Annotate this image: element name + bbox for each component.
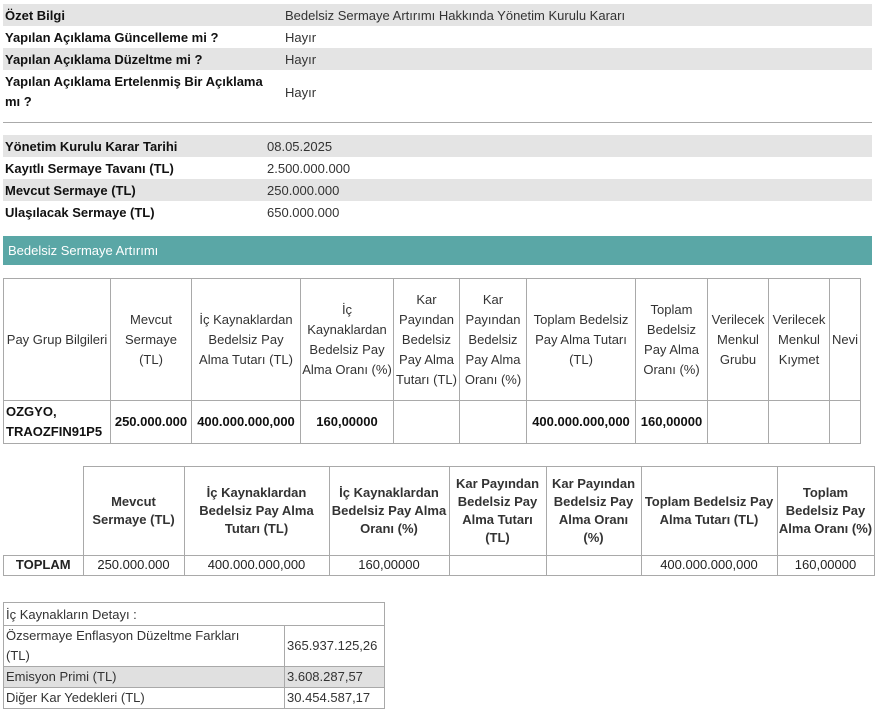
details-value: 250.000.000 — [265, 179, 872, 201]
table-cell — [830, 401, 861, 444]
source-value: 3.608.287,57 — [285, 667, 385, 688]
summary-label: Yapılan Açıklama Ertelenmiş Bir Açıklama mı ? — [5, 74, 263, 109]
source-label: Diğer Kar Yedekleri (TL) — [4, 688, 285, 709]
table-header-row — [4, 467, 875, 556]
column-header: Verilecek Menkul Grubu — [708, 279, 769, 401]
table-cell: 400.000.000,000 — [641, 555, 777, 575]
divider — [3, 122, 872, 123]
details-row — [3, 157, 872, 179]
column-header: İç Kaynaklardan Bedelsiz Pay Alma Oranı (%) — [329, 467, 449, 556]
table-cell: 250.000.000 — [83, 555, 184, 575]
summary-value: Bedelsiz Sermaye Artırımı Hakkında Yönetim Kurulu Kararı — [283, 4, 872, 26]
table-row — [4, 667, 385, 688]
summary-table — [3, 4, 872, 114]
table-caption: İç Kaynakların Detayı : — [4, 603, 385, 626]
details-value: 08.05.2025 — [265, 135, 872, 157]
column-header: Pay Grup Bilgileri — [4, 279, 111, 401]
table-cell — [546, 555, 641, 575]
details-row — [3, 179, 872, 201]
summary-row — [3, 26, 872, 48]
empty-corner — [4, 467, 84, 556]
pay-group-table — [3, 278, 861, 444]
summary-label: Yapılan Açıklama Düzeltme mi ? — [3, 48, 283, 70]
column-header: Nevi — [830, 279, 861, 401]
column-header: Kar Payından Bedelsiz Pay Alma Tutarı (TL) — [449, 467, 546, 556]
summary-value: Hayır — [285, 84, 317, 100]
column-header: Toplam Bedelsiz Pay Alma Tutarı (TL) — [641, 467, 777, 556]
internal-sources-table — [3, 602, 385, 709]
details-label: Mevcut Sermaye (TL) — [3, 179, 265, 201]
table-cell: 160,00000 — [329, 555, 449, 575]
details-row — [3, 135, 872, 157]
table-cell — [449, 555, 546, 575]
column-header: İç Kaynaklardan Bedelsiz Pay Alma Tutarı (TL) — [192, 279, 301, 401]
summary-row — [3, 70, 872, 114]
details-row — [3, 201, 872, 223]
column-header: Toplam Bedelsiz Pay Alma Oranı (%) — [636, 279, 708, 401]
section-header: Bedelsiz Sermaye Artırımı — [3, 236, 872, 265]
source-label: Emisyon Primi (TL) — [4, 667, 285, 688]
total-table — [3, 466, 875, 576]
column-header: Verilecek Menkul Kıymet — [769, 279, 830, 401]
column-header: Kar Payından Bedelsiz Pay Alma Oranı (%) — [460, 279, 527, 401]
table-cell — [769, 401, 830, 444]
summary-label: Özet Bilgi — [3, 4, 283, 26]
details-table — [3, 135, 872, 223]
table-row — [4, 688, 385, 709]
source-value: 365.937.125,26 — [285, 626, 385, 667]
total-label: TOPLAM — [4, 555, 84, 575]
column-header: Kar Payından Bedelsiz Pay Alma Oranı (%) — [546, 467, 641, 556]
details-value: 2.500.000.000 — [267, 160, 351, 176]
column-header: İç Kaynaklardan Bedelsiz Pay Alma Tutarı (TL) — [184, 467, 329, 556]
table-cell: 400.000.000,000 — [184, 555, 329, 575]
table-cell: 400.000.000,000 — [192, 401, 301, 444]
column-header: Toplam Bedelsiz Pay Alma Oranı (%) — [777, 467, 874, 556]
table-header-row — [4, 279, 861, 401]
column-header: İç Kaynaklardan Bedelsiz Pay Alma Oranı (%) — [301, 279, 394, 401]
summary-value: Hayır — [283, 48, 872, 70]
table-cell: 160,00000 — [777, 555, 874, 575]
column-header: Toplam Bedelsiz Pay Alma Tutarı (TL) — [527, 279, 636, 401]
table-cell — [394, 401, 460, 444]
table-cell — [708, 401, 769, 444]
table-cell: OZGYO, TRAOZFIN91P5 — [4, 401, 111, 444]
table-row — [4, 401, 861, 444]
caption-row — [4, 603, 385, 626]
table-row — [4, 626, 385, 667]
summary-value: Hayır — [285, 29, 317, 45]
summary-row — [3, 4, 872, 26]
table-cell: 160,00000 — [301, 401, 394, 444]
details-label: Ulaşılacak Sermaye (TL) — [5, 204, 155, 220]
details-label: Kayıtlı Sermaye Tavanı (TL) — [5, 160, 174, 176]
table-cell — [460, 401, 527, 444]
details-label: Yönetim Kurulu Karar Tarihi — [3, 135, 265, 157]
column-header: Kar Payından Bedelsiz Pay Alma Tutarı (TL) — [394, 279, 460, 401]
source-value: 30.454.587,17 — [285, 688, 385, 709]
summary-label: Yapılan Açıklama Güncelleme mi ? — [5, 29, 219, 45]
details-value: 650.000.000 — [267, 204, 340, 220]
table-row — [4, 555, 875, 575]
table-cell: 400.000.000,000 — [527, 401, 636, 444]
table-cell: 160,00000 — [636, 401, 708, 444]
summary-row — [3, 48, 872, 70]
column-header: Mevcut Sermaye (TL) — [83, 467, 184, 556]
source-label: Özsermaye Enflasyon Düzeltme Farkları (TL) — [4, 626, 285, 667]
table-cell: 250.000.000 — [111, 401, 192, 444]
column-header: Mevcut Sermaye (TL) — [111, 279, 192, 401]
